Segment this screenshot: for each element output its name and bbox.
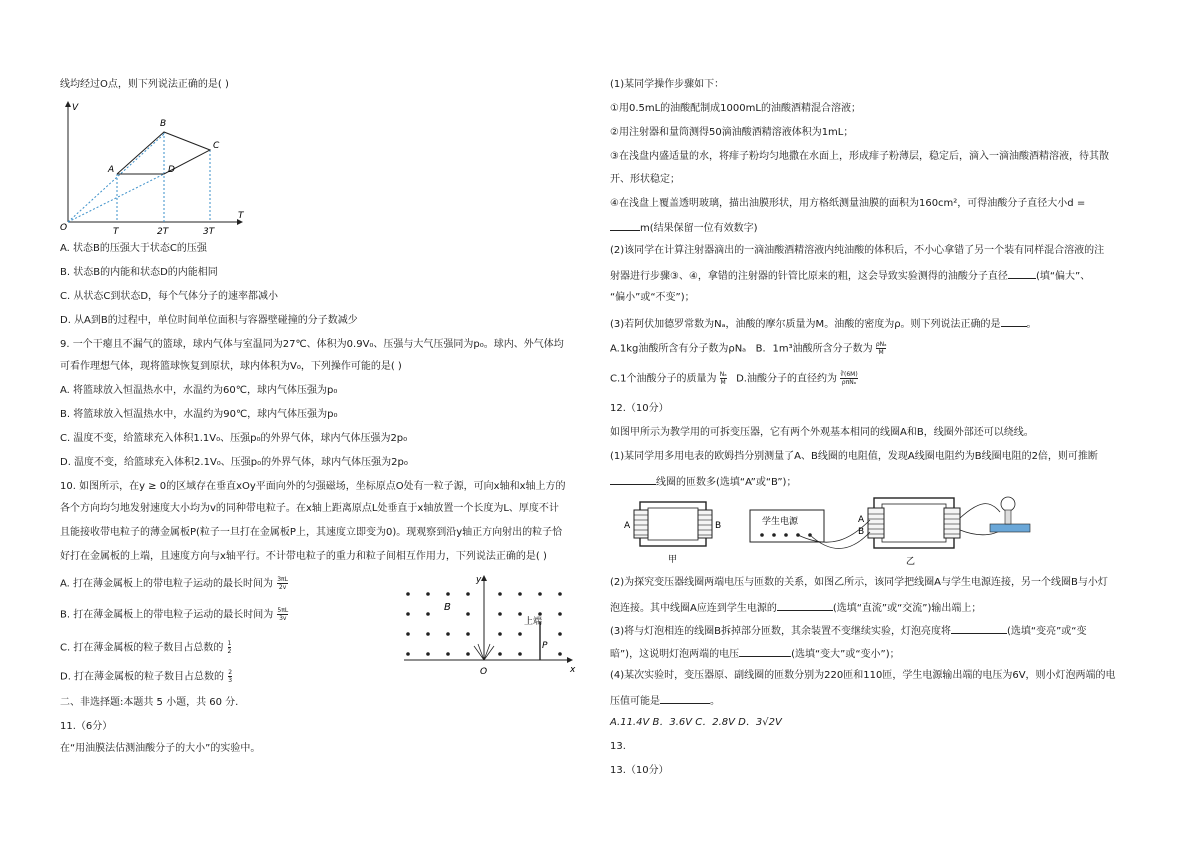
- q11-step-3: ③在浅盘内盛适量的水，将痱子粉均匀地撒在水面上，形成痱子粉薄层，稳定后，滴入一滴油酸酒精溶液，待其散: [610, 151, 1109, 162]
- q10-plate-label: P: [542, 641, 548, 651]
- q11-part2-line-2: 射器进行步骤③、④，拿错的注射器的针管比原来的粗，这会导致实验测得的油酸分子直径 (填“偏大”、: [610, 268, 1090, 284]
- q11-part3-options-ab: A.1kg油酸所含有分子数为ρNₐ B．1m³油酸所含分子数为 ρNₐ M: [610, 341, 887, 356]
- q8-point-a: A: [108, 165, 115, 175]
- q13-heading: 13.（10分）: [610, 765, 669, 776]
- answer-blank-error[interactable]: [1008, 268, 1036, 279]
- q11-part2-line-1: (2)该同学在计算注射器滴出的一滴油酸酒精溶液内纯油酸的体积后，不小心拿错了另一个装有同样混合溶液的注: [610, 245, 1105, 256]
- q11-part2-line-3: “偏小”或“不变”)；: [610, 292, 695, 303]
- q8-tick-2t: 2T: [157, 227, 169, 237]
- answer-blank-voltage[interactable]: [739, 646, 791, 657]
- q8-point-b: B: [160, 119, 167, 129]
- q12-part1: (1)某同学用多用电表的欧姆挡分别测量了A、B线圈的电阻值，发现A线圈电阻约为B线圈电阻的2倍，则可推断: [610, 451, 1098, 462]
- q10-line-4: 好打在金属板的上端，且速度方向与x轴平行。不计带电粒子的重力和粒子间相互作用力，下列说法正确的是( ): [60, 551, 547, 562]
- q8-x-label: T: [238, 211, 244, 221]
- q8-option-b: B. 状态B的内能和状态D的内能相同: [60, 267, 218, 278]
- q12-part4-options: A.11.4V B．3.6V C．2.8V D．3√2V: [610, 717, 782, 728]
- q8-point-c: C: [213, 141, 220, 151]
- q11-part3-options-cd: C.1个油酸分子的质量为 $\frac{\text{Nₐ}}{M}$ D.油酸分子的直径约为 ∛(6M) ρπNₐ: [610, 371, 858, 386]
- q11-step-1: ①用0.5mL的油酸配制成1000mL的油酸酒精混合溶液；: [610, 103, 861, 114]
- answer-blank-choice[interactable]: [1001, 316, 1027, 327]
- q10-field-figure: [400, 572, 580, 680]
- q10-x-label: x: [570, 665, 576, 675]
- answer-blank-output[interactable]: [777, 600, 833, 611]
- q8-option-c: C. 从状态C到状态D，每个气体分子的速率都减小: [60, 291, 279, 302]
- q9-option-b: B. 将篮球放入恒温热水中，水温约为90℃，球内气体压强为p₀: [60, 409, 338, 420]
- q9-line-1: 9. 一个干瘪且不漏气的篮球，球内气体与室温同为27℃、体积为0.9V₀、压强与大气压强同为p₀。球内、外气体均: [60, 339, 564, 350]
- q12-part2-line-1: (2)为探究变压器线圈两端电压与匝数的关系，如图乙所示，该同学把线圈A与学生电源连接，另一个线圈B与小灯: [610, 577, 1108, 588]
- q9-option-c: C. 温度不变，给篮球充入体积1.1V₀、压强p₀的外界气体，球内气体压强为2p₀: [60, 433, 408, 444]
- yi-coil-a: A: [858, 515, 865, 525]
- answer-blank-diameter[interactable]: [610, 220, 640, 231]
- q12-part4-line-1: (4)某次实验时，变压器原、副线圈的匝数分别为220匝和110匝，学生电源输出端的电压为6V，则小灯泡两端的电: [610, 670, 1116, 681]
- q8-option-d: D. 从A到B的过程中，单位时间单位面积与容器壁碰撞的分子数减少: [60, 315, 358, 326]
- q12-intro: 如图甲所示为教学用的可拆变压器，它有两个外观基本相同的线圈A和B，线圈外部还可以绕线。: [610, 427, 1034, 438]
- answer-blank-lamp-voltage[interactable]: [660, 693, 710, 704]
- q8-vt-graph: [60, 98, 260, 240]
- q12-transformer-figure: [620, 490, 1040, 570]
- q11-step-heading: (1)某同学操作步骤如下：: [610, 79, 725, 90]
- q10-y-label: y: [476, 575, 482, 585]
- q11-step-3-cont: 开、形状稳定；: [610, 174, 680, 185]
- q9-line-2: 可看作理想气体，现将篮球恢复到原状，球内体积为V₀，下列操作可能的是( ): [60, 361, 402, 372]
- q10-option-d: D. 打在薄金属板的粒子数目占总数的 $\frac{2}{3}$: [60, 669, 233, 684]
- section-2-heading: 二、非选择题:本题共 5 小题，共 60 分.: [60, 697, 239, 708]
- q12-part3-line-1: (3)将与灯泡相连的线圈B拆掉部分匝数，其余装置不变继续实验，灯泡亮度将 (选填“变亮”或“变: [610, 623, 1086, 639]
- transformer-yi: [858, 498, 960, 567]
- light-bulb: [990, 497, 1030, 532]
- q10-option-b: B. 打在薄金属板上的带电粒子运动的最长时间为 $\frac{5\pi L}{3v}$: [60, 607, 289, 622]
- q8-tick-t: T: [113, 227, 119, 237]
- q9-option-a: A. 将篮球放入恒温热水中，水温约为60℃，球内气体压强为p₀: [60, 385, 338, 396]
- q8-point-d: D: [168, 165, 175, 175]
- answer-blank-brightness[interactable]: [951, 623, 1007, 634]
- q10-origin: O: [480, 667, 488, 677]
- q8-tick-3t: 3T: [203, 227, 215, 237]
- q11-heading: 11.（6分）: [60, 721, 113, 732]
- q8-option-a: A. 状态B的压强大于状态C的压强: [60, 243, 207, 254]
- q8-intro: 线均经过O点，则下列说法正确的是( ): [60, 79, 229, 90]
- q12-part4-line-2: 压值可能是 。: [610, 693, 720, 709]
- q12-heading: 12.（10分）: [610, 403, 669, 414]
- q8-origin: O: [60, 223, 68, 233]
- fig-label-yi: 乙: [906, 557, 916, 567]
- q11-intro: 在“用油膜法估测油酸分子的大小”的实验中。: [60, 743, 261, 754]
- q10-field-label: B: [444, 602, 451, 613]
- q11-part3: (3)若阿伏加德罗常数为Nₐ，油酸的摩尔质量为M。油酸的密度为ρ。则下列说法正确的是 。: [610, 316, 1037, 332]
- q10-top-label: 上端: [524, 617, 543, 627]
- answer-blank-coil[interactable]: [610, 474, 656, 485]
- q10-option-c: C. 打在薄金属板的粒子数目占总数的 $\frac{1}{2}$: [60, 640, 232, 655]
- q10-line-3: 且能接收带电粒子的薄金属板P(粒子一旦打在金属板P上，其速度立即变为0)。现观察到沿y轴正方向射出的粒子恰: [60, 527, 563, 538]
- transformer-jia: [624, 502, 721, 565]
- q11-step-4-tail: m(结果保留一位有效数字): [610, 220, 758, 236]
- yi-coil-b: B: [858, 527, 865, 537]
- q12-part1-tail: 线圈的匝数多(选填“A”或“B”)；: [610, 474, 796, 490]
- power-label: 学生电源: [762, 517, 799, 527]
- q10-line-2: 各个方向均匀地发射速度大小均为v的同种带电粒子。在x轴上距离原点L处垂直于x轴放置一个长度为L、厚度不计: [60, 503, 559, 514]
- q13-label-a: 13.: [610, 741, 626, 752]
- fig-label-jia: 甲: [668, 555, 678, 565]
- jia-coil-b: B: [715, 521, 722, 531]
- q11-step-4: ④在浅盘上覆盖透明玻璃，描出油膜形状，用方格纸测量油膜的面积为160cm²，可得油酸分子直径大小d =: [610, 198, 1086, 209]
- q10-option-a: A. 打在薄金属板上的带电粒子运动的最长时间为 $\frac{3\pi L}{2v}$: [60, 576, 288, 591]
- q12-part3-line-2: 暗”)，这说明灯泡两端的电压 (选填“变大”或“变小”)；: [610, 646, 900, 662]
- q11-step-2: ②用注射器和量筒测得50滴油酸酒精溶液体积为1mL；: [610, 127, 854, 138]
- jia-coil-a: A: [624, 521, 631, 531]
- q9-option-d: D. 温度不变，给篮球充入体积2.1V₀、压强p₀的外界气体，球内气体压强为2p₀: [60, 457, 408, 468]
- q10-line-1: 10. 如图所示，在y ≥ 0的区域存在垂直xOy平面向外的匀强磁场，坐标原点O处有一粒子源，可向x轴和x轴上方的: [60, 481, 566, 492]
- q8-y-label: V: [72, 103, 79, 113]
- q12-part2-line-2: 泡连接。其中线圈A应连到学生电源的 (选填“直流”或“交流”)输出端上；: [610, 600, 981, 616]
